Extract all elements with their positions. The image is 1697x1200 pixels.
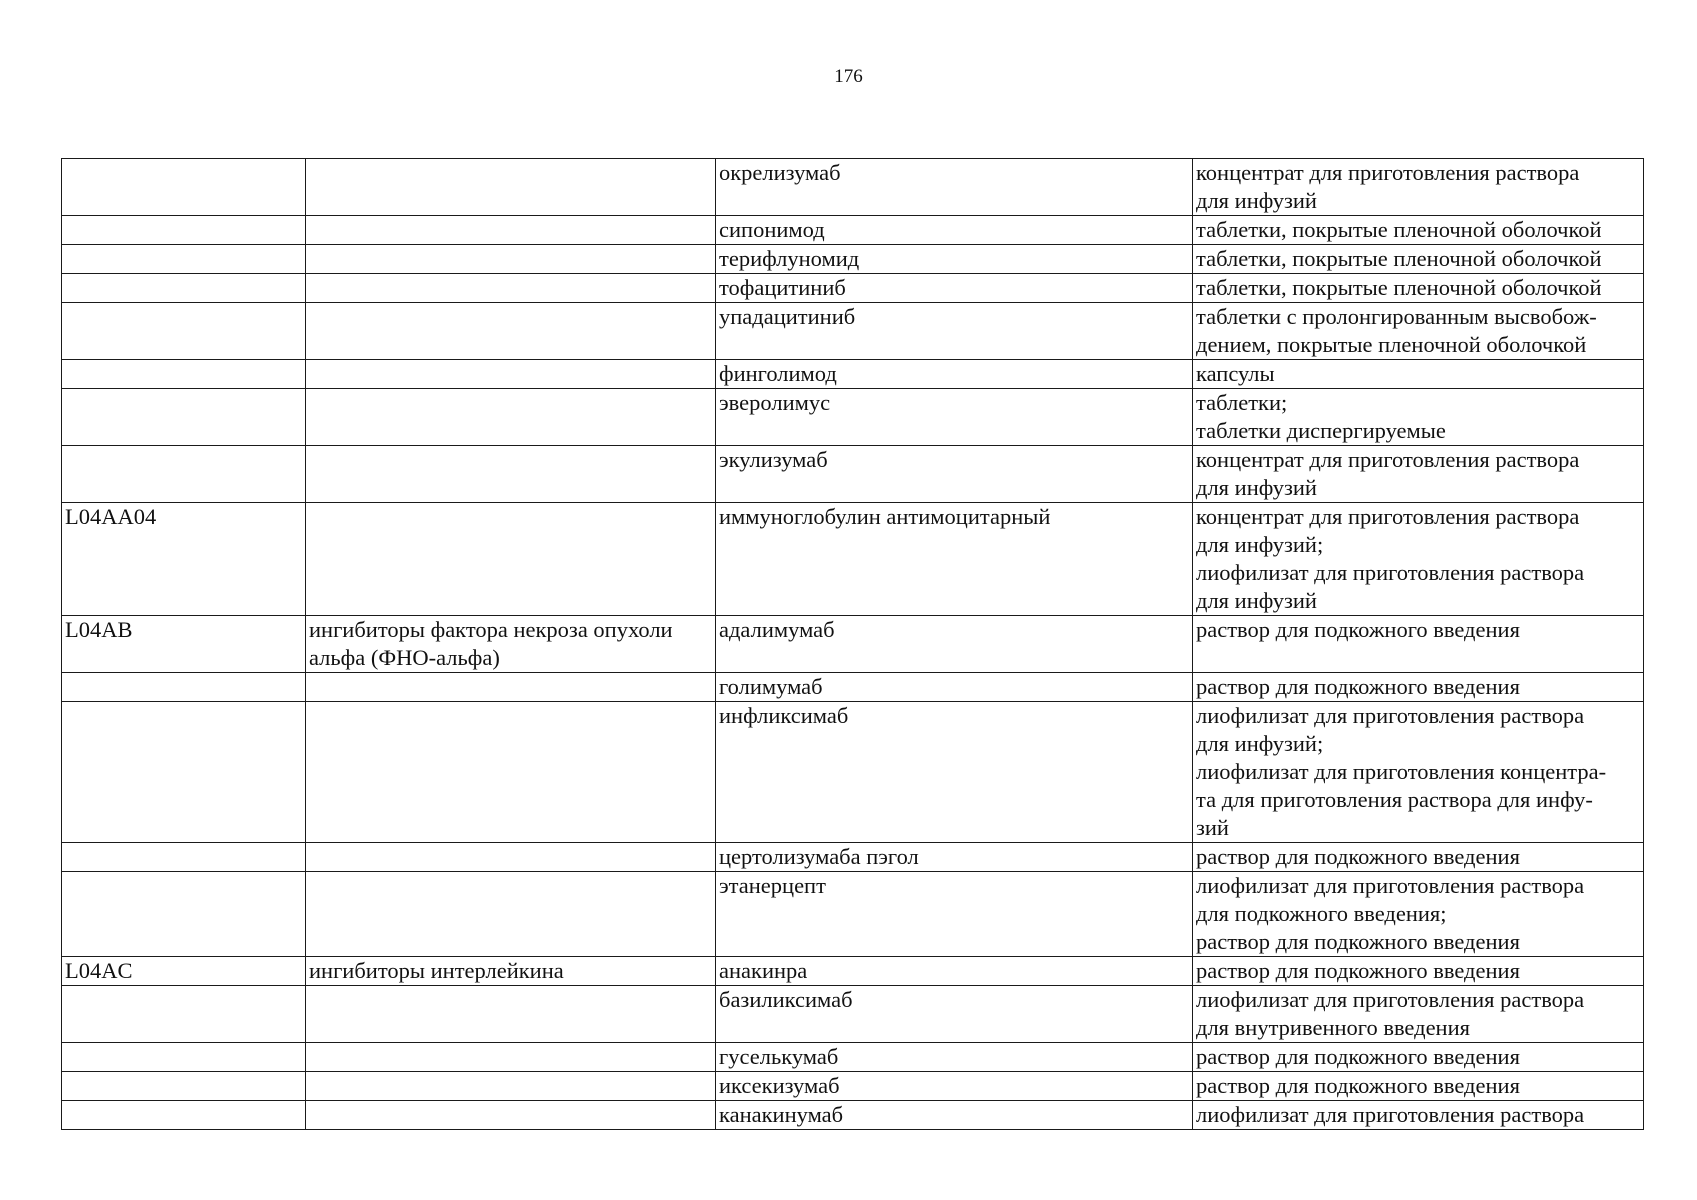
table-row	[62, 957, 1644, 986]
cell-form: концентрат для приготовления раствора для инфузий	[1193, 446, 1644, 503]
cell-form: таблетки, покрытые пленочной оболочкой	[1193, 216, 1644, 245]
cell-group	[306, 245, 716, 274]
cell-code	[62, 1072, 306, 1101]
cell-form: раствор для подкожного введения	[1193, 1072, 1644, 1101]
cell-code	[62, 872, 306, 957]
cell-form: таблетки, покрытые пленочной оболочкой	[1193, 274, 1644, 303]
cell-group: ингибиторы фактора некроза опухоли альфа (ФНО-альфа)	[306, 616, 716, 673]
cell-code	[62, 216, 306, 245]
cell-code: L04AA04	[62, 503, 306, 616]
cell-drug: цертолизумаба пэгол	[716, 843, 1193, 872]
cell-drug: иммуноглобулин антимоцитарный	[716, 503, 1193, 616]
table-row	[62, 274, 1644, 303]
cell-group	[306, 702, 716, 843]
cell-group	[306, 503, 716, 616]
cell-drug: анакинра	[716, 957, 1193, 986]
table-row	[62, 616, 1644, 673]
cell-drug: эверолимус	[716, 389, 1193, 446]
cell-drug: терифлуномид	[716, 245, 1193, 274]
cell-code: L04AC	[62, 957, 306, 986]
cell-code: L04AB	[62, 616, 306, 673]
cell-group	[306, 274, 716, 303]
cell-code	[62, 702, 306, 843]
cell-code	[62, 986, 306, 1043]
table-row	[62, 1072, 1644, 1101]
page-number: 176	[834, 66, 863, 87]
cell-drug: тофацитиниб	[716, 274, 1193, 303]
cell-group	[306, 986, 716, 1043]
cell-form: таблетки с пролонгированным высвобож- дением, покрытые пленочной оболочкой	[1193, 303, 1644, 360]
table-row	[62, 1101, 1644, 1130]
cell-form: лиофилизат для приготовления раствора для внутривенного введения	[1193, 986, 1644, 1043]
cell-code	[62, 843, 306, 872]
table-row	[62, 673, 1644, 702]
table-row	[62, 843, 1644, 872]
table-body	[62, 159, 1644, 1130]
cell-drug: окрелизумаб	[716, 159, 1193, 216]
cell-group	[306, 1072, 716, 1101]
cell-form: раствор для подкожного введения	[1193, 616, 1644, 673]
cell-code	[62, 303, 306, 360]
cell-drug: гуселькумаб	[716, 1043, 1193, 1072]
cell-form: лиофилизат для приготовления раствора для подкожного введения; раствор для подкожного введения	[1193, 872, 1644, 957]
cell-code	[62, 389, 306, 446]
cell-drug: этанерцепт	[716, 872, 1193, 957]
cell-form: лиофилизат для приготовления раствора для инфузий; лиофилизат для приготовления концентра- та для приготовления раствора для инфу- зий	[1193, 702, 1644, 843]
cell-drug: экулизумаб	[716, 446, 1193, 503]
table-row	[62, 389, 1644, 446]
cell-form: концентрат для приготовления раствора для инфузий; лиофилизат для приготовления раствора для инфузий	[1193, 503, 1644, 616]
table-row	[62, 503, 1644, 616]
cell-drug: канакинумаб	[716, 1101, 1193, 1130]
cell-code	[62, 446, 306, 503]
cell-group	[306, 872, 716, 957]
cell-form: таблетки; таблетки диспергируемые	[1193, 389, 1644, 446]
cell-group	[306, 216, 716, 245]
cell-code	[62, 360, 306, 389]
cell-code	[62, 245, 306, 274]
cell-group	[306, 843, 716, 872]
table-row	[62, 1043, 1644, 1072]
cell-drug: финголимод	[716, 360, 1193, 389]
cell-form: раствор для подкожного введения	[1193, 1043, 1644, 1072]
cell-drug: базиликсимаб	[716, 986, 1193, 1043]
cell-code	[62, 159, 306, 216]
cell-form: капсулы	[1193, 360, 1644, 389]
cell-form: раствор для подкожного введения	[1193, 957, 1644, 986]
cell-code	[62, 274, 306, 303]
cell-code	[62, 1101, 306, 1130]
table-row	[62, 360, 1644, 389]
cell-group	[306, 303, 716, 360]
cell-drug: инфликсимаб	[716, 702, 1193, 843]
cell-group	[306, 389, 716, 446]
cell-drug: сипонимод	[716, 216, 1193, 245]
cell-form: таблетки, покрытые пленочной оболочкой	[1193, 245, 1644, 274]
cell-form: концентрат для приготовления раствора для инфузий	[1193, 159, 1644, 216]
cell-form: лиофилизат для приготовления раствора	[1193, 1101, 1644, 1130]
cell-group	[306, 1101, 716, 1130]
table-row	[62, 702, 1644, 843]
cell-code	[62, 1043, 306, 1072]
cell-code	[62, 673, 306, 702]
drug-table	[61, 158, 1644, 1130]
table-row	[62, 872, 1644, 957]
table-row	[62, 159, 1644, 216]
cell-group	[306, 360, 716, 389]
cell-drug: голимумаб	[716, 673, 1193, 702]
cell-drug: иксекизумаб	[716, 1072, 1193, 1101]
table-row	[62, 245, 1644, 274]
cell-drug: упадацитиниб	[716, 303, 1193, 360]
cell-group	[306, 673, 716, 702]
cell-group	[306, 1043, 716, 1072]
cell-form: раствор для подкожного введения	[1193, 673, 1644, 702]
table-row	[62, 446, 1644, 503]
cell-group	[306, 159, 716, 216]
table-row	[62, 216, 1644, 245]
cell-drug: адалимумаб	[716, 616, 1193, 673]
cell-group: ингибиторы интерлейкина	[306, 957, 716, 986]
table-row	[62, 986, 1644, 1043]
cell-group	[306, 446, 716, 503]
cell-form: раствор для подкожного введения	[1193, 843, 1644, 872]
table-row	[62, 303, 1644, 360]
